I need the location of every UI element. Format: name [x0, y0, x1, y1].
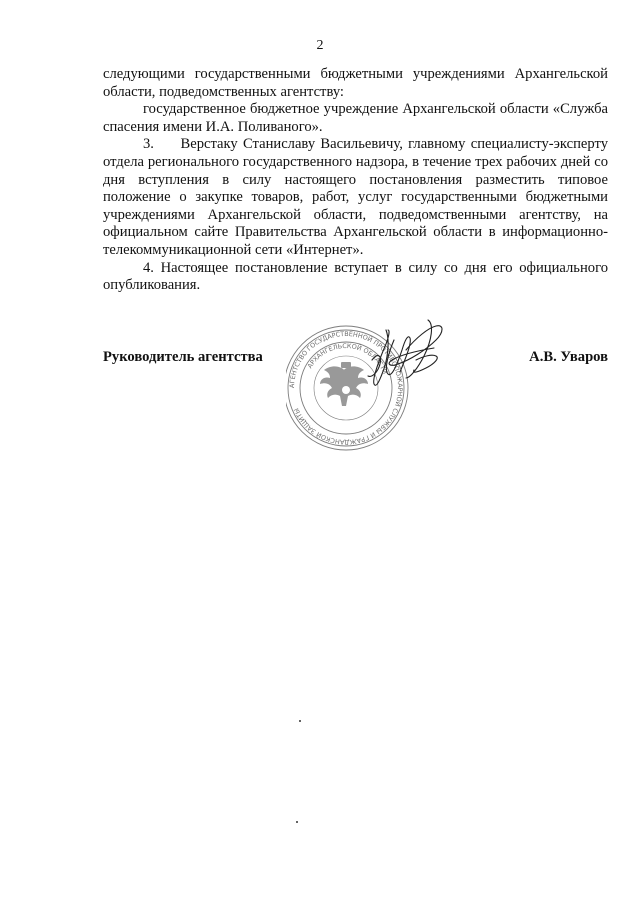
paragraph-continuation: следующими государственными бюджетными учреждениями Архангельской области, подведомственных агентству: [103, 66, 608, 100]
handwritten-signature-icon [368, 320, 442, 385]
document-body [103, 66, 608, 295]
page-number: 2 [316, 38, 324, 53]
paragraph-item-4: 4. Настоящее постановление вступает в силу со дня его официального опубликования. [103, 259, 608, 294]
eagle-emblem-icon [320, 362, 368, 406]
signer-position: Руководитель агентства [103, 349, 263, 365]
seal-outer-text: АГЕНТСТВО ГОСУДАРСТВЕННОЙ ПРОТИВОПОЖАРНОЙ СЛУЖБЫ И ГРАЖДАНСКОЙ ЗАЩИТЫ [287, 329, 405, 447]
official-seal-icon [286, 310, 486, 460]
scan-speck [299, 720, 301, 722]
paragraph-item-3: 3. Верстаку Станиславу Васильевичу, главному специалисту-эксперту отдела регионального государственного надзора, в течение трех рабочих дней со дня вступления в силу настоящего постановления разместить типовое положение о закупке товаров, работ, услуг государственными бюджетными учреждениями Архангельской области, подведомственными агентству, на официальном сайте Правительства Архангельской области в информационно-телекоммуникационной сети «Интернет». [103, 136, 608, 258]
paragraph-institution: государственное бюджетное учреждение Архангельской области «Служба спасения имени И.А. Поливаного». [103, 101, 608, 135]
seal-inner-text: АРХАНГЕЛЬСКОЙ ОБЛАСТИ [305, 341, 390, 376]
signer-name: А.В. Уваров [529, 349, 608, 365]
scan-speck [296, 821, 298, 823]
